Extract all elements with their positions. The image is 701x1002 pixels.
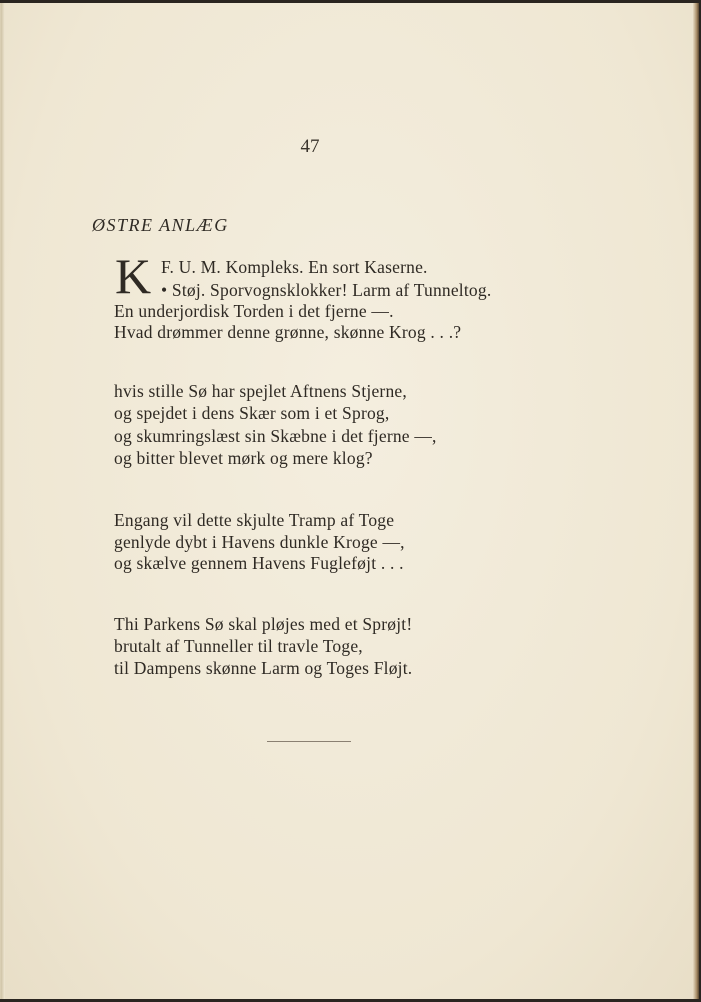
poem-line: • Støj. Sporvognsklokker! Larm af Tunneltog.	[161, 280, 492, 300]
book-page	[0, 3, 699, 999]
poem-line: og bitter blevet mørk og mere klog?	[114, 448, 373, 468]
page-right-edge	[693, 3, 699, 999]
drop-cap: K	[115, 248, 152, 304]
poem-line: En underjordisk Torden i det fjerne —.	[114, 301, 394, 321]
poem-line: og spejdet i dens Skær som i et Sprog,	[114, 403, 390, 423]
poem-line: til Dampens skønne Larm og Toges Fløjt.	[114, 658, 413, 678]
end-divider	[267, 741, 351, 742]
poem-line: Thi Parkens Sø skal pløjes med et Sprøjt!	[114, 614, 413, 634]
poem-line: og skumringslæst sin Skæbne i det fjerne —,	[114, 426, 437, 446]
poem-line: genlyde dybt i Havens dunkle Kroge —,	[114, 532, 405, 552]
poem-line: Engang vil dette skjulte Tramp af Toge	[114, 510, 395, 530]
poem-line: brutalt af Tunneller til travle Toge,	[114, 636, 363, 656]
poem-line: Hvad drømmer denne grønne, skønne Krog . . .?	[114, 322, 462, 342]
poem-line: F. U. M. Kompleks. En sort Kaserne.	[161, 257, 428, 277]
page-number: 47	[300, 136, 320, 157]
poem-line: hvis stille Sø har spejlet Aftnens Stjerne,	[114, 381, 407, 401]
poem-line: og skælve gennem Havens Fugleføjt . . .	[114, 553, 404, 573]
poem-title: ØSTRE ANLÆG	[92, 215, 229, 235]
